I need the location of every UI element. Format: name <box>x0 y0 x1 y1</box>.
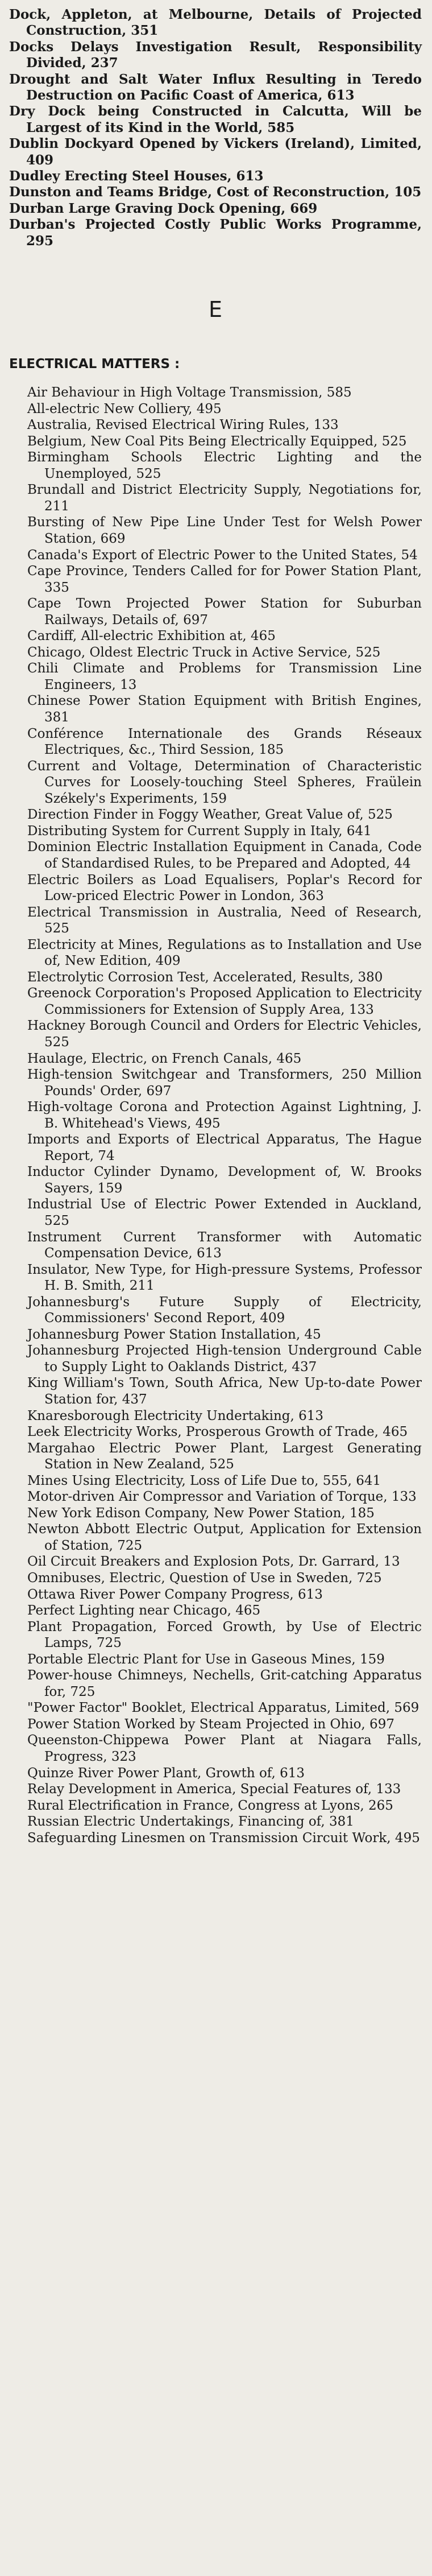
electrical-index-entry: Bursting of New Pipe Line Under Test for Welsh Power Station, 669 <box>27 515 422 547</box>
electrical-index-entry: Johannesburg's Future Supply of Electricity, Commissioners' Second Report, 409 <box>27 1294 422 1326</box>
electrical-index-entry: Electrolytic Corrosion Test, Accelerated, Results, 380 <box>27 969 383 985</box>
index-entry: Durban Large Graving Dock Opening, 669 <box>9 200 318 216</box>
electrical-index-entry: Mines Using Electricity, Loss of Life Due to, 555, 641 <box>27 1473 381 1488</box>
electrical-index-entry: Chili Climate and Problems for Transmission Line Engineers, 13 <box>27 661 422 692</box>
index-entry: Dudley Erecting Steel Houses, 613 <box>9 168 264 184</box>
electrical-index-entry: Plant Propagation, Forced Growth, by Use of Electric Lamps, 725 <box>27 1619 422 1651</box>
electrical-index-entry: Oil Circuit Breakers and Explosion Pots, Dr. Garrard, 13 <box>27 1554 400 1570</box>
index-entry: Dunston and Teams Bridge, Cost of Reconstruction, 105 <box>9 184 422 200</box>
index-entry: Dublin Dockyard Opened by Vickers (Ireland), Limited, 409 <box>9 136 422 168</box>
electrical-index-entry: Industrial Use of Electric Power Extended in Auckland, 525 <box>27 1197 422 1228</box>
electrical-index-entry: Safeguarding Linesmen on Transmission Circuit Work, 495 <box>27 1830 420 1846</box>
electrical-index-entry: Belgium, New Coal Pits Being Electrically Equipped, 525 <box>27 434 407 449</box>
electrical-index-entry: Chicago, Oldest Electric Truck in Active Service, 525 <box>27 645 381 660</box>
index-entry: Dry Dock being Constructed in Calcutta, Will be Largest of its Kind in the World, 585 <box>9 104 422 135</box>
index-entry: Docks Delays Investigation Result, Responsibility Divided, 237 <box>9 39 422 71</box>
electrical-index-entry: All-electric New Colliery, 495 <box>27 401 222 416</box>
electrical-index-entry: Russian Electric Undertakings, Financing of, 381 <box>27 1814 354 1830</box>
electrical-index-entry: Cape Town Projected Power Station for Suburban Railways, Details of, 697 <box>27 596 422 628</box>
electrical-index-entry: Power-house Chimneys, Nechells, Grit-catching Apparatus for, 725 <box>27 1668 422 1699</box>
electrical-index-entry: "Power Factor" Booklet, Electrical Apparatus, Limited, 569 <box>27 1700 419 1716</box>
electrical-index-entry: Ottawa River Power Company Progress, 613 <box>27 1587 323 1602</box>
electrical-index-entry: Chinese Power Station Equipment with British Engines, 381 <box>27 693 422 725</box>
electrical-index-entry: Dominion Electric Installation Equipment in Canada, Code of Standardised Rules, to be Prepared and Adopted, 44 <box>27 840 422 871</box>
electrical-index-entry: Hackney Borough Council and Orders for Electric Vehicles, 525 <box>27 1018 422 1050</box>
electrical-index-entry: Instrument Current Transformer with Automatic Compensation Device, 613 <box>27 1229 422 1261</box>
section-letter: E <box>208 297 222 323</box>
electrical-index-entry: Quinze River Power Plant, Growth of, 613 <box>27 1765 305 1781</box>
electrical-index-entry: Electrical Transmission in Australia, Need of Research, 525 <box>27 905 422 936</box>
electrical-index-entry: Air Behaviour in High Voltage Transmission, 585 <box>27 385 352 401</box>
electrical-index-entry: Cape Province, Tenders Called for for Power Station Plant, 335 <box>27 564 422 595</box>
electrical-index-entry: Omnibuses, Electric, Question of Use in Sweden, 725 <box>27 1571 382 1586</box>
index-entry: Dock, Appleton, at Melbourne, Details of Projected Construction, 351 <box>9 7 422 39</box>
electrical-index-entry: New York Edison Company, New Power Station, 185 <box>27 1505 375 1521</box>
electrical-index-entry: Conférence Internationale des Grands Réseaux Electriques, &c., Third Session, 185 <box>27 726 422 758</box>
electrical-index-entry: High-voltage Corona and Protection Against Lightning, J. B. Whitehead's Views, 495 <box>27 1100 422 1131</box>
index-entry: Drought and Salt Water Influx Resulting in Teredo Destruction on Pacific Coast of America, 613 <box>9 71 422 104</box>
electrical-index-entry: Haulage, Electric, on French Canals, 465 <box>27 1051 302 1066</box>
electrical-index-entry: Portable Electric Plant for Use in Gaseous Mines, 159 <box>27 1652 385 1667</box>
electrical-index-entry: Electric Boilers as Load Equalisers, Poplar's Record for Low-priced Electric Power in London, 363 <box>27 872 422 904</box>
d-entries-list <box>9 7 422 249</box>
electrical-index-entry: Electricity at Mines, Regulations as to Installation and Use of, New Edition, 409 <box>27 937 422 969</box>
electrical-index-entry: Power Station Worked by Steam Projected in Ohio, 697 <box>27 1716 394 1732</box>
electrical-index-entry: Cardiff, All-electric Exhibition at, 465 <box>27 629 276 644</box>
index-entry: Durban's Projected Costly Public Works Programme, 295 <box>9 217 422 249</box>
electrical-index-entry: Johannesburg Projected High-tension Underground Cable to Supply Light to Oaklands District, 437 <box>27 1343 422 1374</box>
electrical-entries-list <box>9 385 422 1846</box>
section-heading: ELECTRICAL MATTERS : <box>9 357 180 372</box>
electrical-index-entry: Australia, Revised Electrical Wiring Rules, 133 <box>27 418 339 433</box>
electrical-index-entry: King William's Town, South Africa, New Up-to-date Power Station for, 437 <box>27 1376 422 1407</box>
electrical-index-entry: Rural Electrification in France, Congress at Lyons, 265 <box>27 1798 393 1813</box>
electrical-index-entry: Queenston-Chippewa Power Plant at Niagara Falls, Progress, 323 <box>27 1733 422 1765</box>
electrical-index-entry: Newton Abbott Electric Output, Application for Extension of Station, 725 <box>27 1522 422 1553</box>
electrical-index-entry: Inductor Cylinder Dynamo, Development of, W. Brooks Sayers, 159 <box>27 1165 422 1196</box>
electrical-index-entry: Perfect Lighting near Chicago, 465 <box>27 1603 261 1619</box>
electrical-index-entry: Current and Voltage, Determination of Characteristic Curves for Loosely-touching Steel Spheres, Fraülein Székely's Experiments, 159 <box>27 758 422 806</box>
electrical-index-entry: Direction Finder in Foggy Weather, Great Value of, 525 <box>27 807 393 823</box>
electrical-index-entry: Distributing System for Current Supply in Italy, 641 <box>27 823 372 839</box>
electrical-index-entry: Relay Development in America, Special Features of, 133 <box>27 1782 401 1797</box>
electrical-index-entry: High-tension Switchgear and Transformers, 250 Million Pounds' Order, 697 <box>27 1067 422 1099</box>
electrical-index-entry: Johannesburg Power Station Installation, 45 <box>27 1327 321 1342</box>
electrical-index-entry: Margahao Electric Power Plant, Largest Generating Station in New Zealand, 525 <box>27 1440 422 1472</box>
electrical-index-entry: Motor-driven Air Compressor and Variation of Torque, 133 <box>27 1489 417 1505</box>
electrical-index-entry: Insulator, New Type, for High-pressure Systems, Professor H. B. Smith, 211 <box>27 1262 422 1294</box>
electrical-index-entry: Birmingham Schools Electric Lighting and the Unemployed, 525 <box>27 450 422 481</box>
electrical-index-entry: Canada's Export of Electric Power to the United States, 54 <box>27 547 418 563</box>
electrical-index-entry: Imports and Exports of Electrical Apparatus, The Hague Report, 74 <box>27 1132 422 1163</box>
electrical-index-entry: Brundall and District Electricity Supply, Negotiations for, 211 <box>27 482 422 514</box>
electrical-index-entry: Knaresborough Electricity Undertaking, 613 <box>27 1408 324 1423</box>
electrical-index-entry: Leek Electricity Works, Prosperous Growth of Trade, 465 <box>27 1425 408 1440</box>
electrical-index-entry: Greenock Corporation's Proposed Application to Electricity Commissioners for Extension of Supply Area, 133 <box>27 986 422 1017</box>
